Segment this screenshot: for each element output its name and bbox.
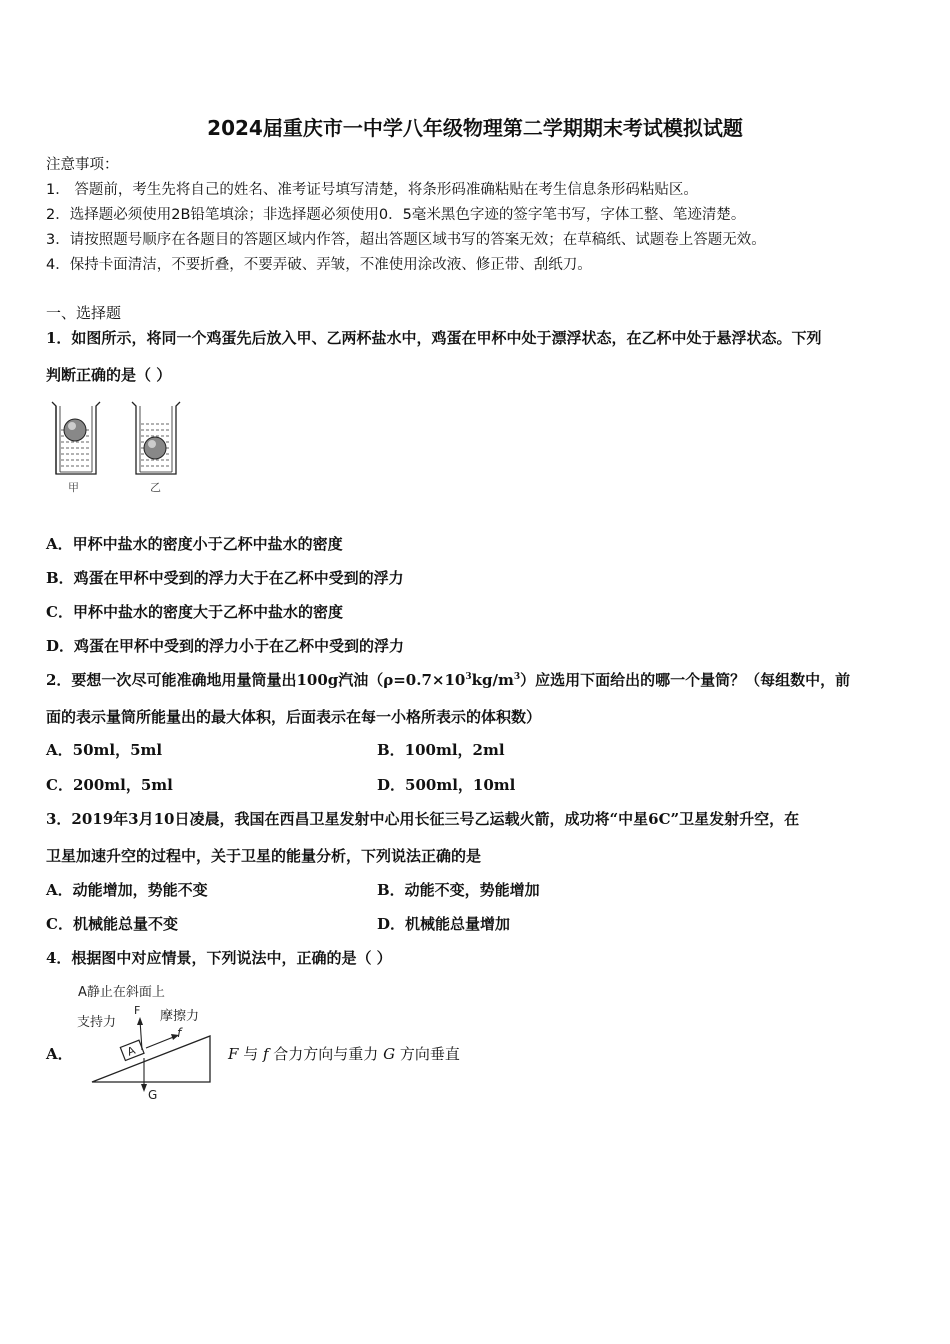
friction-label: 摩擦力 [160,1009,200,1024]
q2-stem-part: ）应选用下面给出的哪一个量筒？（每组数中，前 [520,671,851,689]
q2-stem-part: kg/m [471,671,514,689]
q2-stem-part: 2．要想一次尽可能准确地用量筒量出100g汽油（ρ=0.7×10 [46,671,466,689]
q4-italic-F: F [228,1045,239,1063]
notice-item: 2．选择题必须使用2B铅笔填涂；非选择题必须使用0．5毫米黑色字迹的签字笔书写，字体工整、笔迹清楚。 [46,207,746,223]
q4-text-part: 合力方向与重力 [268,1045,384,1063]
block-A-label: A [125,1043,138,1059]
q2-option-d: D．500ml，10ml [377,776,516,794]
support-force-label: 支持力 [77,1015,117,1030]
q3-stem-line1: 3．2019年3月10日凌晨，我国在西昌卫星发射中心用长征三号乙运载火箭，成功将“中星6C”卫星发射升空，在 [46,810,800,828]
force-f-label: f [177,1026,182,1040]
force-f-arrow [146,1036,176,1048]
q2-stem-line1 [46,669,850,690]
q1-option-c: C．甲杯中盐水的密度大于乙杯中盐水的密度 [46,603,343,621]
q2-option-c: C．200ml，5ml [46,776,173,794]
beaker-label-jia: 甲 [68,481,79,494]
page-title: 2024届重庆市一中学八年级物理第二学期期末考试模拟试题 [207,116,743,140]
q4-text-part: 与 [238,1045,263,1063]
q3-option-a: A．动能增加，势能不变 [46,881,208,899]
q1-beakers-figure [44,396,194,496]
force-F-label: F [134,1004,141,1017]
section-heading: 一、选择题 [46,304,122,322]
notice-item: 3．请按照题号顺序在各题目的答题区域内作答，超出答题区域书写的答案无效；在草稿纸、试题卷上答题无效。 [46,232,766,248]
q4-incline-figure [74,980,224,1102]
beaker-jia [52,402,100,494]
q1-option-a: A．甲杯中盐水的密度小于乙杯中盐水的密度 [46,535,343,553]
q3-option-c: C．机械能总量不变 [46,915,178,933]
q3-option-b: B．动能不变，势能增加 [377,881,540,899]
q2-option-a: A．50ml，5ml [46,741,163,759]
beaker-label-yi: 乙 [150,481,161,494]
q2-superscript: 3 [513,672,521,682]
q1-stem-line2: 判断正确的是（ ） [46,366,172,384]
q3-stem-line2: 卫星加速升空的过程中，关于卫星的能量分析，下列说法正确的是 [46,847,482,865]
q4-italic-f: f [262,1045,269,1063]
q4-option-a-label: A． [46,1045,73,1063]
q2-option-b: B．100ml，2ml [377,741,505,759]
incline-title: A静止在斜面上 [78,985,165,1000]
q4-stem-line1: 4．根据图中对应情景，下列说法中，正确的是（ ） [46,949,392,967]
q4-text-part: 方向垂直 [395,1045,460,1063]
q1-option-b: B．鸡蛋在甲杯中受到的浮力大于在乙杯中受到的浮力 [46,569,404,587]
q4-italic-G: G [383,1045,396,1063]
notice-item: 4．保持卡面清洁，不要折叠，不要弄破、弄皱，不准使用涂改液、修正带、刮纸刀。 [46,257,592,273]
notice-heading: 注意事项： [46,157,119,173]
force-G-label: G [148,1088,158,1102]
q3-option-d: D．机械能总量增加 [377,915,511,933]
notice-item: 1． 答题前，考生先将自己的姓名、准考证号填写清楚，将条形码准确粘贴在考生信息条形码粘贴区。 [46,182,698,198]
incline-triangle [92,1036,210,1082]
q4-option-a-text [228,1043,460,1064]
q2-superscript: 3 [465,672,472,682]
beaker-yi [132,402,180,494]
q2-stem-line2: 面的表示量筒所能量出的最大体积，后面表示在每一小格所表示的体积数） [46,708,542,726]
q1-stem-line1: 1．如图所示，将同一个鸡蛋先后放入甲、乙两杯盐水中，鸡蛋在甲杯中处于漂浮状态，在乙杯中处于悬浮状态。下列 [46,329,822,347]
q1-option-d: D．鸡蛋在甲杯中受到的浮力小于在乙杯中受到的浮力 [46,637,405,655]
